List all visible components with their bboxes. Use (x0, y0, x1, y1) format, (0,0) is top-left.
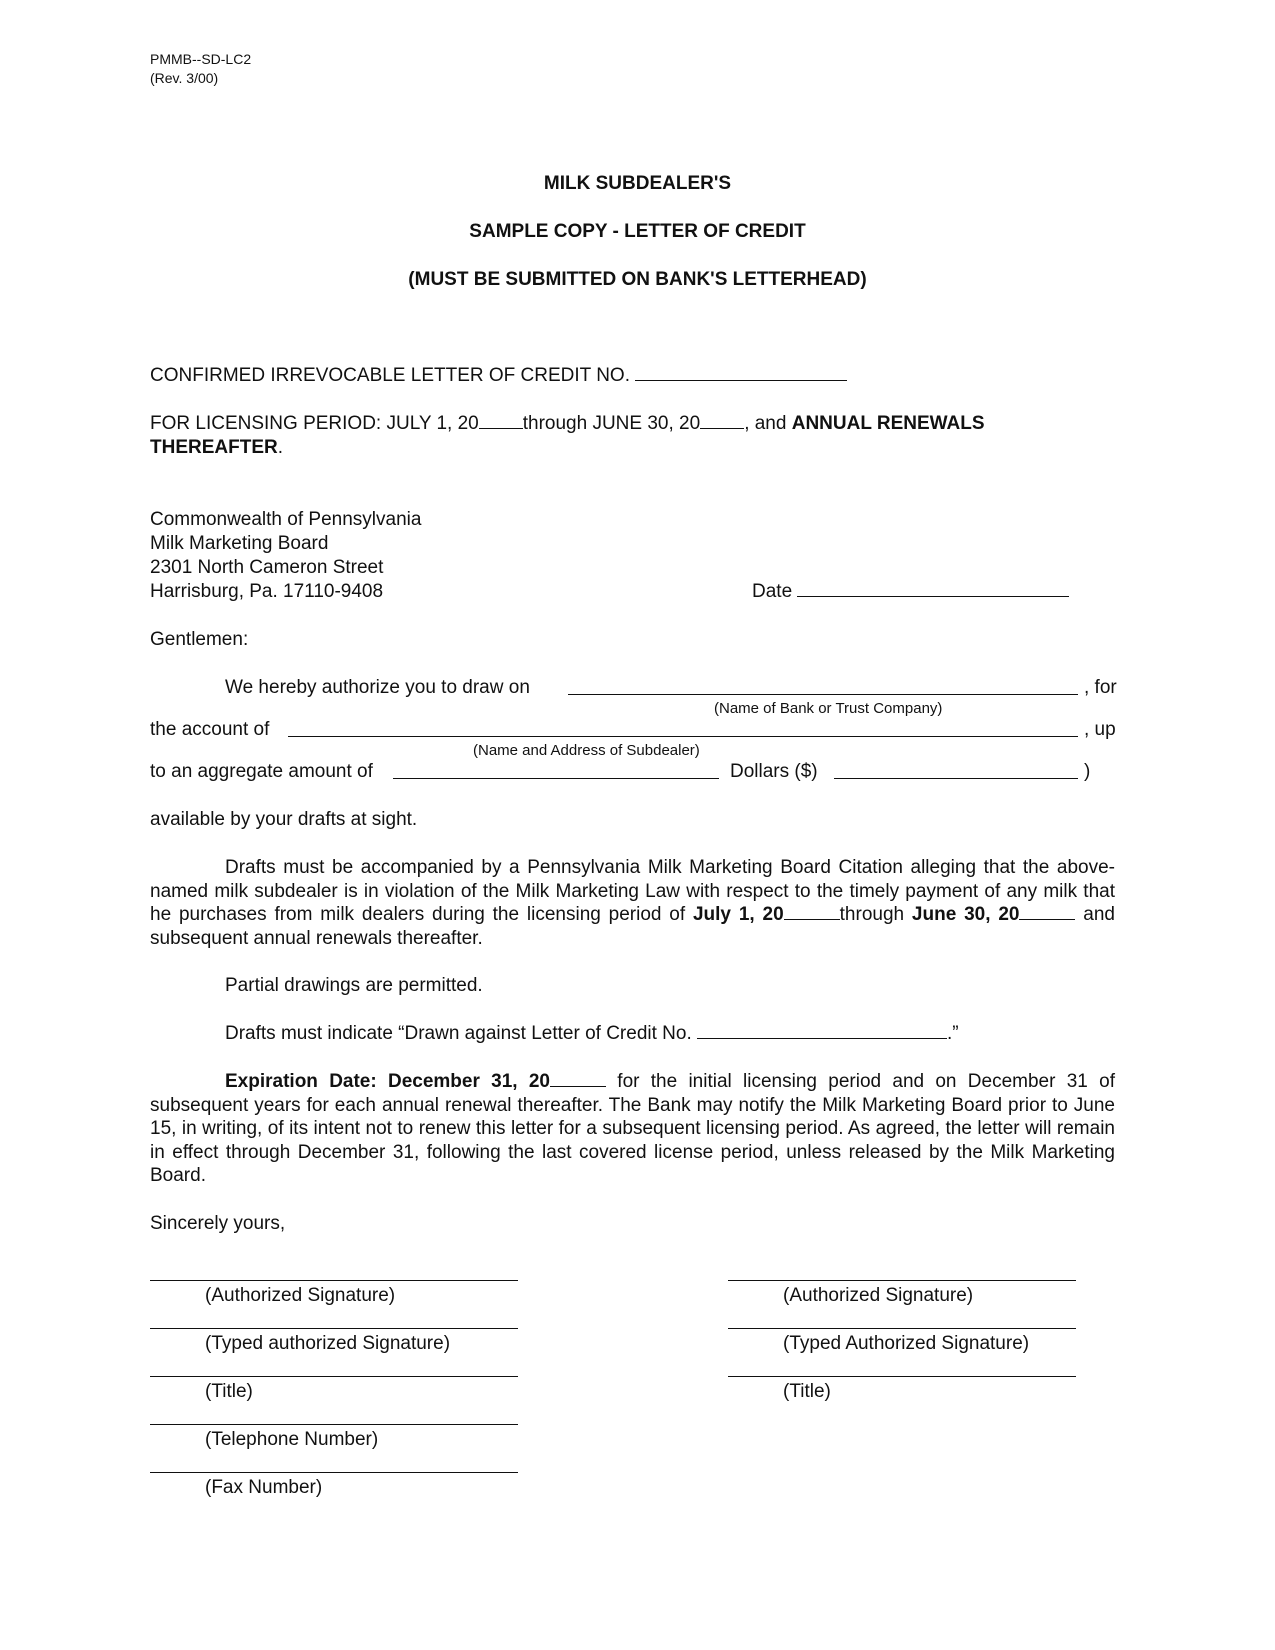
date-label: Date (752, 581, 793, 602)
aggregate-label: to an aggregate amount of (150, 761, 373, 782)
address-line-1: Commonwealth of Pennsylvania (150, 509, 422, 530)
right-typed-signature: (Typed Authorized Signature) (783, 1333, 1030, 1354)
indicate-text: Drafts must indicate “Drawn against Letter of Credit No. (225, 1023, 692, 1044)
account-label: the account of (150, 719, 270, 740)
left-authorized-signature: (Authorized Signature) (205, 1285, 396, 1306)
title-line-1: MILK SUBDEALER'S (543, 173, 732, 194)
licensing-period-row-2 (150, 436, 283, 459)
dollars-label: Dollars ($) (730, 761, 818, 782)
period-thereafter: THEREAFTER (150, 437, 278, 458)
left-title: (Title) (205, 1381, 253, 1402)
indicate-row (225, 1022, 959, 1045)
salutation: Gentlemen: (150, 629, 249, 650)
left-fax: (Fax Number) (205, 1477, 323, 1498)
right-authorized-signature-line[interactable] (728, 1280, 1076, 1281)
drafts-year-1-field[interactable] (784, 903, 840, 920)
authorize-for: , for (1084, 677, 1117, 698)
title-line-3: (MUST BE SUBMITTED ON BANK'S LETTERHEAD) (408, 269, 867, 290)
left-telephone: (Telephone Number) (205, 1429, 379, 1450)
available-text: available by your drafts at sight. (150, 809, 418, 830)
subdealer-field[interactable] (288, 736, 1078, 737)
bank-name-field[interactable] (568, 694, 1078, 695)
date-row (752, 580, 1069, 603)
drafts-paragraph (150, 856, 1115, 950)
expiration-year-field[interactable] (550, 1070, 606, 1087)
title-line-2: SAMPLE COPY - LETTER OF CREDIT (469, 221, 806, 242)
period-annual-renewals: ANNUAL RENEWALS (791, 413, 985, 434)
authorize-text: We hereby authorize you to draw on (225, 677, 530, 698)
period-prefix: FOR LICENSING PERIOD: JULY 1, 20 (150, 413, 479, 434)
drafts-text-1: Drafts must be accompanied by a Pennsylvania Milk Marketing Board Citation alleging that the above-named milk subdealer is in violation of the Milk Marketing Law with respect to the timely payment of any milk that he purchases from milk dealers during the licensing period of (150, 857, 1115, 925)
indicate-end: .” (947, 1023, 959, 1044)
indicate-credit-no-field[interactable] (697, 1022, 947, 1039)
subdealer-caption: (Name and Address of Subdealer) (473, 742, 700, 759)
left-typed-signature: (Typed authorized Signature) (205, 1333, 451, 1354)
period-start-year-field[interactable] (479, 412, 523, 429)
close-paren: ) (1084, 761, 1091, 782)
credit-no-row (150, 364, 847, 387)
period-and: , and (744, 413, 787, 434)
credit-no-label: CONFIRMED IRREVOCABLE LETTER OF CREDIT NO. (150, 365, 630, 386)
form-id: PMMB--SD-LC2 (150, 51, 252, 67)
left-telephone-line[interactable] (150, 1424, 518, 1425)
drafts-text-2: and subsequent annual renewals thereafter. (150, 904, 1115, 949)
address-line-3: 2301 North Cameron Street (150, 557, 384, 578)
licensing-period-row (150, 412, 985, 435)
aggregate-amount-field[interactable] (834, 778, 1078, 779)
left-title-line[interactable] (150, 1376, 518, 1377)
left-authorized-signature-line[interactable] (150, 1280, 518, 1281)
closing: Sincerely yours, (150, 1213, 286, 1234)
expiration-paragraph (150, 1070, 1115, 1188)
expiration-text: for the initial licensing period and on December 31 of subsequent years for each annual renewal thereafter. The Bank may notify the Milk Marketing Board prior to June 15, in writing, of its intent not to renew this letter for a subsequent licensing period. As agreed, the letter will remain in effect through December 31, following the last covered license period, unless released by the Milk Marketing Board. (150, 1071, 1115, 1186)
partial-drawings: Partial drawings are permitted. (225, 975, 483, 996)
period-through: through JUNE 30, 20 (522, 413, 701, 434)
drafts-year-2-field[interactable] (1019, 903, 1075, 920)
period-end-year-field[interactable] (700, 412, 744, 429)
date-field[interactable] (797, 580, 1069, 597)
expiration-bold: Expiration Date: December 31, 20 (225, 1071, 550, 1092)
left-typed-signature-line[interactable] (150, 1328, 518, 1329)
account-up: , up (1084, 719, 1116, 740)
right-title-line[interactable] (728, 1376, 1076, 1377)
aggregate-amount-words-field[interactable] (393, 778, 719, 779)
address-line-2: Milk Marketing Board (150, 533, 329, 554)
drafts-bold-2: June 30, 20 (911, 904, 1020, 925)
drafts-through: through (839, 904, 905, 925)
drafts-bold-1: July 1, 20 (692, 904, 784, 925)
bank-caption: (Name of Bank or Trust Company) (714, 700, 943, 717)
revision: (Rev. 3/00) (150, 70, 219, 86)
right-typed-signature-line[interactable] (728, 1328, 1076, 1329)
address-line-4: Harrisburg, Pa. 17110-9408 (150, 581, 384, 602)
period-end: . (277, 437, 284, 458)
left-fax-line[interactable] (150, 1472, 518, 1473)
right-authorized-signature: (Authorized Signature) (783, 1285, 974, 1306)
right-title: (Title) (783, 1381, 831, 1402)
credit-no-field[interactable] (635, 364, 847, 381)
